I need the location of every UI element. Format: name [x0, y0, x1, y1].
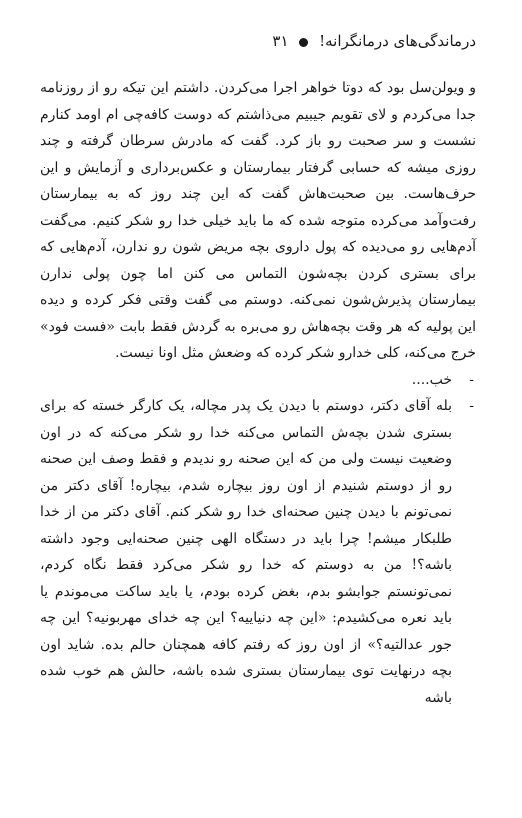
- dialog-line: [40, 367, 476, 394]
- bullet-dot-icon: [299, 38, 308, 47]
- book-title: درماندگی‌های درمانگرانه!: [319, 32, 476, 50]
- dialog-dash: -: [469, 398, 474, 414]
- page-number: ۳۱: [272, 32, 289, 50]
- dialog-dash: -: [469, 371, 474, 388]
- running-header: [36, 30, 476, 52]
- paragraph: و ویولن‌سل بود که دوتا خواهر اجرا می‌کردن. داشتم این تیکه رو از روزنامه جدا می‌کردم و لای تقویم جیبیم می‌ذاشتم که دوست کافه‌چی ام اومد کنارم نشست و سر صحبت رو باز کرد. گفت که مادرش سرطان گرفته و چند روزی میشه که حسابی گرفتار بیمارستان و عکس‌برداری و آزمایش و این حرف‌هاست. بین صحبت‌هاش گفت که این چند روز که به بیمارستان رفت‌وآمد می‌کرده متوجه شده که ما باید خیلی خدا رو شکر کنیم. می‌گفت آدم‌هایی رو می‌دیده که پول داروی بچه مریض شون رو ندارن، آدم‌هایی که برای بستری کردن بچه‌شون التماس می کنن اما چون پولی ندارن بیمارستان پذیرش‌شون نمی‌کنه. دوستم می گفت وقتی فکر کرده و دیده این پولیه که هر وقت بچه‌هاش رو می‌بره به گردش فقط بابت «فست فود» خرج می‌کنه، کلی خدارو شکر کرده که وضعش مثل اونا نیست.: [40, 80, 476, 361]
- dialog-paragraph: [40, 393, 476, 711]
- page-body: [40, 75, 476, 711]
- dialog-text: بله آقای دکتر، دوستم با دیدن یک پدر مچاله، یک کارگر خسته که برای بستری شدن بچه‌ش التماس می‌کنه خدا رو شکر می‌کنه که در اون وضعیت نیست ولی من که این صحنه رو ندیدم و فقط وصف این صحنه رو از دوستم شنیدم از اون روز بیچاره شدم، بیچاره! آقای دکتر من نمی‌تونم با دیدن چنین صحنه‌ای خدا رو شکر کنم. آقای دکتر من از خدا طلبکار میشم! چرا باید در دستگاه الهی چنین صحنه‌ایی وجود داشته باشه؟! من به دوستم که خدا رو شکر می‌کرد فقط نگاه کردم، نمی‌تونستم جوابشو بدم، بغض کرده بودم، یا باید ساکت می‌موندم یا باید نعره می‌کشیدم: «این چه دنیاییه؟ این چه خدای مهربونیه؟ این چه جور عدالتیه؟» از اون روز که رفتم کافه همچنان حالم بده. شاید اون بچه درنهایت توی بیمارستان بستری شده باشه، حالش هم خوب شده باشه: [40, 398, 452, 706]
- dialog-text: خب....: [411, 371, 452, 388]
